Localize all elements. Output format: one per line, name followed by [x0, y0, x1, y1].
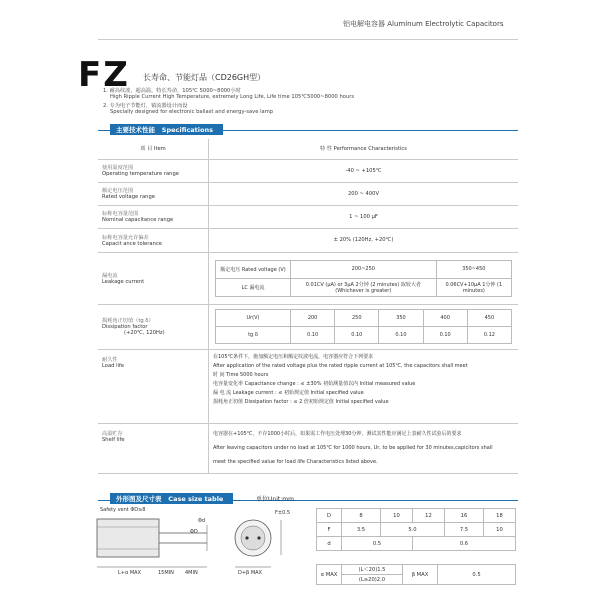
spec-row-shelf-life-label: [98, 423, 209, 473]
spec-row-temp-label: [98, 159, 209, 182]
dim-cell: 10: [483, 523, 515, 537]
dissipation-cell: [209, 304, 519, 349]
load-life-line: 时 间 Time 5000 hours: [213, 371, 269, 378]
load-life-line: 漏 电 流 Leakage current : ≤ 初始规定值 Initial specified value: [213, 389, 364, 396]
drawing-lmax-label: L+α MAX: [118, 570, 142, 576]
spec-row-leakage-en: Leakage current: [102, 278, 145, 285]
leakage-cell: [209, 252, 519, 304]
feature-2-cn: 2. 专为电子节能灯，镇流器设计而设: [103, 103, 188, 109]
spec-row-shelf-life: [98, 423, 518, 473]
dim-cell: 8: [342, 509, 381, 523]
header-title: [343, 19, 503, 29]
dissipation-voltage: 350: [379, 310, 423, 327]
dim-cell: 0.5: [342, 537, 413, 551]
dim-cell: 5.0: [380, 523, 444, 537]
drawing-dmax-label: D+β MAX: [238, 570, 262, 576]
header-title-cn: 铝电解电容器: [343, 20, 385, 28]
dissipation-table: [215, 309, 512, 344]
load-life-line: 电容量变化率 Capacitance change : ≤ ±30% 初始测量值以内 Initial measured value: [213, 380, 416, 387]
drawing-phid-label: Φd: [198, 518, 206, 524]
dim-cell: 12: [412, 509, 444, 523]
shelf-life-line: 电容器在+105℃，不存1000小时后，如果需工作电压处理30分钟，测试其性能应满足上表耐久性试验后的要求: [213, 430, 462, 437]
spec-row-leakage-label: [98, 252, 209, 304]
case-section-title: [110, 493, 233, 504]
spec-row-voltage-label: [98, 182, 209, 205]
dim-cell: 16: [445, 509, 484, 523]
capacitor-pin-a: [245, 536, 248, 539]
load-life-line: 在105℃条件下，施加额定电压和额定纹波电流，电容器应符合下列要求: [213, 353, 374, 360]
drawing-f-label: F±0.5: [275, 510, 291, 516]
spec-row-shelf-life-en: Shelf life: [102, 436, 125, 443]
spec-row-temp-value: -40 ~ +105℃: [209, 159, 519, 182]
spec-row-tolerance-cn: 标称电容量允许偏差: [102, 234, 149, 241]
series-title: FZ: [78, 55, 130, 95]
capacitor-body: [97, 519, 159, 557]
spec-row-temp-en: Operating temperature range: [102, 171, 179, 177]
spec-row-leakage: [98, 252, 518, 304]
dissipation-value: 0.10: [423, 327, 467, 344]
drawing-4min-label: 4MIN: [185, 570, 198, 576]
dissipation-tg-label: tg δ: [216, 327, 291, 344]
leakage-v2: 350~450: [436, 260, 511, 278]
dissipation-voltage: 250: [335, 310, 379, 327]
dim-cell: 18: [483, 509, 515, 523]
spec-row-tolerance: [98, 228, 518, 252]
dissipation-value: 0.12: [467, 327, 511, 344]
shelf-life-line: After leaving capacitors under no load at 105℃ for 1000 hours, Ur, to be applied for 30 minutes,capicitors shall: [213, 444, 493, 451]
drawing-vent-label: Safety vent ΦD≥8: [100, 507, 146, 513]
drawing-phid2-label: ΦD: [190, 529, 198, 535]
spec-row-tolerance-label: [98, 228, 209, 252]
drawing-15min-label: 15MIN: [158, 570, 174, 576]
spec-row-voltage-value: 200 ~ 400V: [209, 182, 519, 205]
spec-row-voltage-en: Rated voltage range: [102, 194, 155, 200]
dimension-table: [316, 508, 516, 551]
case-section-en: Case size table: [168, 495, 224, 503]
spec-row-dissipation: [98, 304, 518, 349]
leakage-lc2: 0.06CV+10μA 1分钟 (1 minutes): [436, 278, 511, 296]
dim-cell: 10: [380, 509, 412, 523]
spec-header-row: [98, 139, 518, 159]
spec-row-load-life: [98, 349, 518, 423]
spec-section-cn: 主要技术性能: [116, 126, 155, 134]
spec-row-leakage-cn: 漏电流: [102, 272, 118, 279]
spec-row-capacitance-value: 1 ~ 100 μF: [209, 205, 519, 228]
spec-section-title: [110, 124, 223, 135]
spec-row-dissipation-cond: (+20℃, 120Hz): [124, 330, 165, 336]
dissipation-value: 0.10: [335, 327, 379, 344]
series-subtitle: 长寿命、节能灯品（CD26GH型）: [143, 73, 266, 82]
dim-header-d-small: d: [317, 537, 342, 551]
spec-row-voltage-cn: 额定电压范围: [102, 188, 134, 194]
case-section-cn: 外形图及尺寸表: [116, 495, 162, 503]
spec-row-capacitance-cn: 标称电容量范围: [102, 211, 139, 217]
alpha-label: α MAX: [317, 565, 342, 585]
load-life-line: After application of the rated voltage plus the rated ripple current at 105℃, the capacitors shall meet: [213, 362, 468, 369]
dissipation-voltage: 400: [423, 310, 467, 327]
dim-cell: 3.5: [342, 523, 381, 537]
spec-section-en: Specifications: [161, 126, 213, 134]
shelf-life-cell: [209, 423, 519, 473]
beta-label: β MAX: [403, 565, 438, 585]
header-title-en: Aluminum Electrolytic Capacitors: [387, 20, 504, 28]
feature-1-cn: 1. 耐高纹波，超高温，特长寿命，105℃ 5000~8000小时: [103, 88, 241, 94]
spec-row-temp-cn: 使用温度范围: [102, 165, 134, 171]
leakage-lc1: 0.01CV (μA) or 3μA 2分钟 (2 minutes) 取较大者 (Whichever is greater): [291, 278, 437, 296]
case-unit: 单位Unit:mm: [256, 496, 294, 503]
feature-1-en: High Ripple Current High Temperature, extremely Long Life, Life time 105℃5000~8000 hours: [110, 94, 355, 100]
spec-row-capacitance: [98, 205, 518, 228]
spec-row-dissipation-en: Dissipation factor: [102, 324, 148, 330]
spec-row-capacitance-en: Nominal capacitance range: [102, 217, 174, 223]
leakage-col-label: 额定电压 Rated voltage (V): [216, 260, 291, 278]
dim-cell: 7.5: [445, 523, 484, 537]
spec-row-dissipation-cn: 损耗角正切值（tg δ）: [102, 318, 154, 324]
spec-row-tolerance-value: ± 20% (120Hz, +20℃): [209, 228, 519, 252]
spec-row-tolerance-en: Capacit ance tolerance: [102, 240, 162, 247]
dissipation-voltage: 200: [291, 310, 335, 327]
load-life-cell: [209, 349, 519, 423]
spec-header-item: 项 目 Item: [98, 139, 209, 159]
spec-row-dissipation-label: [98, 304, 209, 349]
beta-value: 0.5: [438, 565, 516, 585]
spec-row-shelf-life-cn: 高温贮存: [102, 430, 123, 437]
dissipation-voltage: 450: [467, 310, 511, 327]
spec-row-load-life-cn: 耐久性: [102, 356, 118, 363]
load-life-line: 损耗角正切值 Dissipation factor : ≤ 2 倍初始规定值 Initial specified value: [213, 398, 389, 405]
alpha-beta-table: [316, 564, 516, 585]
alpha-row: (L≥20)2.0: [342, 575, 403, 585]
capacitor-pin-b: [257, 536, 260, 539]
dissipation-value: 0.10: [379, 327, 423, 344]
spec-header-perf: 特 性 Performance Characteristics: [209, 139, 519, 159]
spec-row-load-life-en: Load life: [102, 362, 124, 369]
capacitor-end-inner: [241, 526, 265, 550]
dim-cell: 0.6: [412, 537, 515, 551]
spec-row-load-life-label: [98, 349, 209, 423]
dissipation-ur-label: Ur(V): [216, 310, 291, 327]
alpha-row: (L＜20)1.5: [342, 565, 403, 575]
leakage-row-label: LC 漏电流: [216, 278, 291, 296]
spec-table: [98, 139, 518, 474]
dissipation-value: 0.10: [291, 327, 335, 344]
feature-2-en: Specially designed for electronic ballast and energy-save lamp: [110, 109, 274, 115]
spec-row-temp: [98, 159, 518, 182]
spec-row-voltage: [98, 182, 518, 205]
dim-header-d: D: [317, 509, 342, 523]
shelf-life-line: meet the specified value for load life Characteristics listed above.: [213, 458, 378, 465]
leakage-table: [215, 260, 512, 297]
dim-header-f: F: [317, 523, 342, 537]
leakage-v1: 200~250: [291, 260, 437, 278]
header-divider: [98, 39, 518, 40]
spec-row-capacitance-label: [98, 205, 209, 228]
